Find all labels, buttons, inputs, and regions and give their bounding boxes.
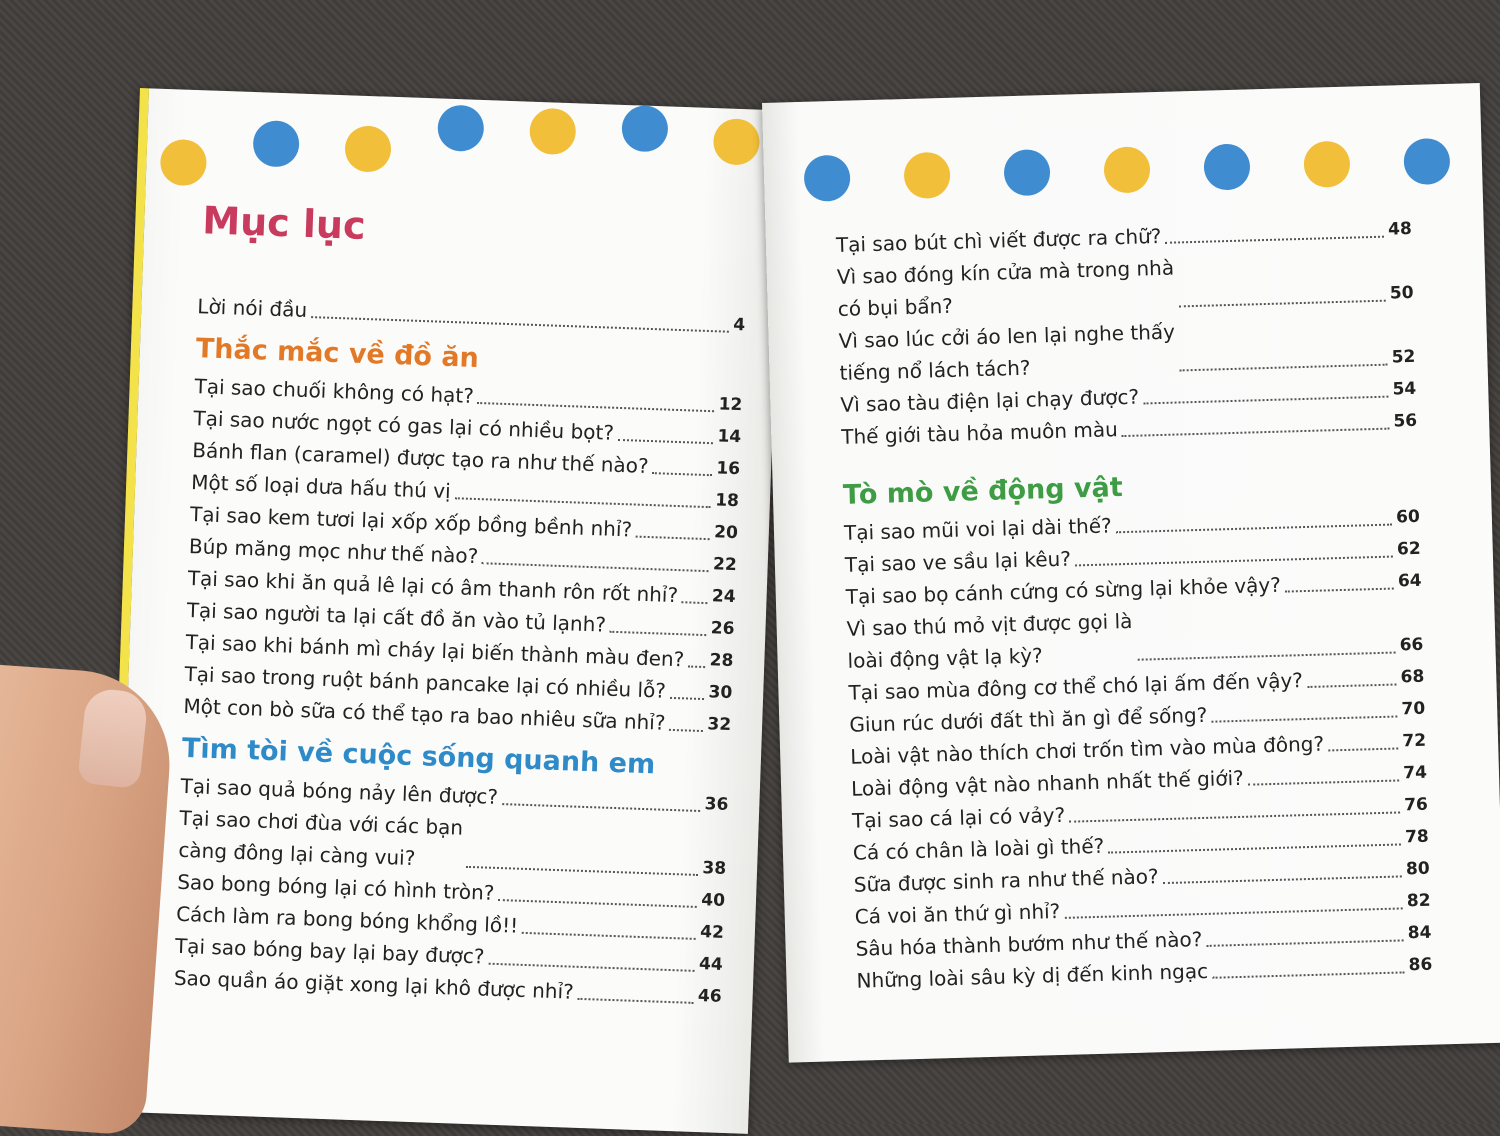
dot-leader bbox=[311, 316, 729, 333]
section-heading: Tìm tòi về cuộc sống quanh em bbox=[181, 732, 656, 781]
dot-leader bbox=[1163, 875, 1402, 884]
yellow-dot bbox=[344, 125, 392, 173]
toc-entry-title: Tại sao mùa đông cơ thể chó lại ấm đến vậy? bbox=[848, 668, 1304, 705]
toc-page-number: 16 bbox=[716, 458, 741, 480]
toc-entry-title: Giun rúc dưới đất thì ăn gì để sống? bbox=[849, 702, 1208, 737]
toc-entry-title: Thế giới tàu hỏa muôn màu bbox=[841, 417, 1119, 449]
toc-entry-title: Tại sao chơi đùa với các bạn càng đông lại càng vui? bbox=[178, 805, 464, 871]
toc-page-number: 82 bbox=[1406, 890, 1431, 912]
toc-page-number: 24 bbox=[711, 586, 736, 608]
toc-entry-title: Vì sao tàu điện lại chạy được? bbox=[840, 384, 1140, 417]
toc-page-number: 48 bbox=[1387, 218, 1413, 240]
dot-leader bbox=[1122, 428, 1390, 437]
dot-leader bbox=[1108, 843, 1401, 853]
dot-leader bbox=[1180, 364, 1388, 372]
toc-page-number: 64 bbox=[1397, 570, 1422, 592]
toc-page-number: 14 bbox=[717, 426, 742, 448]
toc-entry-title: Tại sao quả bóng nảy lên được? bbox=[180, 773, 499, 809]
dot-leader bbox=[1069, 811, 1400, 822]
toc-entry-title: Những loài sâu kỳ dị đến kinh ngạc bbox=[856, 958, 1209, 993]
toc-page-number: 18 bbox=[714, 490, 740, 512]
dot-leader bbox=[652, 472, 712, 476]
toc-entry-title: Tại sao ve sầu lại kêu? bbox=[844, 546, 1072, 577]
section-heading: Tò mò về động vật bbox=[842, 472, 1124, 511]
dot-leader bbox=[1211, 715, 1397, 722]
toc-page-number: 56 bbox=[1393, 410, 1418, 432]
toc-page-number: 12 bbox=[718, 394, 743, 416]
toc-entry-title: Tại sao kem tươi lại xốp xốp bồng bềnh nhỉ? bbox=[189, 502, 633, 542]
toc-entry-title: Sao quần áo giặt xong lại khô được nhỉ? bbox=[173, 965, 575, 1004]
toc-page-number: 60 bbox=[1395, 506, 1421, 528]
right-page bbox=[762, 83, 1500, 1063]
toc-page-number: 38 bbox=[702, 858, 727, 879]
left-dot-row bbox=[149, 88, 784, 110]
dot-leader bbox=[1212, 971, 1405, 978]
dot-leader bbox=[682, 601, 708, 604]
dot-leader bbox=[1137, 652, 1396, 661]
yellow-dot bbox=[903, 152, 950, 199]
dot-leader bbox=[636, 536, 710, 541]
toc-page-number: 62 bbox=[1396, 538, 1421, 560]
right-toc-column bbox=[836, 213, 1433, 997]
dot-leader bbox=[1143, 396, 1389, 405]
blue-dot bbox=[1203, 143, 1250, 190]
dot-leader bbox=[454, 497, 711, 508]
toc-page-number: 44 bbox=[698, 954, 724, 975]
toc-entry-title: Cách làm ra bong bóng khổng lồ!! bbox=[175, 901, 519, 938]
toc-page-number: 54 bbox=[1392, 378, 1417, 400]
toc-page-number: 36 bbox=[704, 794, 729, 815]
toc-entry-title: Tại sao bóng bay lại bay được? bbox=[174, 933, 485, 969]
toc-page-number: 86 bbox=[1408, 954, 1433, 976]
yellow-dot bbox=[1103, 146, 1150, 193]
toc-entry-title: Vì sao đóng kín cửa mà trong nhà có bụi bẩn? bbox=[836, 255, 1175, 321]
toc-page-number: 70 bbox=[1401, 698, 1426, 720]
toc-entry[interactable] bbox=[197, 290, 746, 341]
toc-page-number: 52 bbox=[1391, 346, 1416, 368]
toc-page-number: 46 bbox=[697, 986, 722, 1007]
section-heading: Thắc mắc về đồ ăn bbox=[195, 333, 480, 374]
dot-leader bbox=[498, 899, 697, 908]
toc-entry-title: Loài động vật nào nhanh nhất thế giới? bbox=[850, 765, 1245, 801]
dot-leader bbox=[669, 729, 703, 732]
toc-page-number: 20 bbox=[713, 522, 739, 544]
blue-dot bbox=[252, 120, 300, 168]
dot-leader bbox=[488, 963, 695, 972]
toc-page-number: 32 bbox=[707, 714, 732, 736]
toc-page-number: 72 bbox=[1402, 730, 1427, 752]
toc-page-number: 76 bbox=[1403, 794, 1429, 816]
dot-leader bbox=[688, 665, 706, 668]
toc-entry-title: Sâu hóa thành bướm như thế nào? bbox=[855, 927, 1203, 961]
yellow-dot bbox=[713, 118, 761, 166]
yellow-dot bbox=[160, 139, 208, 187]
left-page bbox=[104, 88, 783, 1134]
toc-entry-title: Một số loại dưa hấu thú vị bbox=[190, 470, 452, 504]
blue-dot bbox=[1003, 149, 1050, 196]
dot-leader bbox=[1075, 556, 1393, 567]
dot-leader bbox=[670, 697, 705, 700]
toc-entry-title: Tại sao chuối không có hạt? bbox=[194, 374, 475, 408]
toc-entry-title: Tại sao khi bánh mì cháy lại biến thành màu đen? bbox=[185, 629, 685, 672]
toc-page-number: 22 bbox=[712, 554, 738, 576]
toc-entry-title: Một con bò sữa có thể tạo ra bao nhiêu sữa nhỉ? bbox=[183, 693, 666, 735]
toc-page-number: 28 bbox=[709, 650, 734, 672]
dot-leader bbox=[466, 866, 699, 876]
toc-page-number: 74 bbox=[1403, 762, 1428, 784]
toc-page-number: 84 bbox=[1407, 922, 1432, 944]
toc-entry-title: Lời nói đầu bbox=[197, 294, 308, 322]
toc-entry-title: Tại sao nước ngọt có gas lại có nhiều bọt? bbox=[193, 406, 615, 445]
left-toc-column bbox=[173, 290, 745, 1013]
toc-page-number: 50 bbox=[1389, 282, 1414, 304]
dot-leader bbox=[522, 932, 696, 940]
toc-page-number: 26 bbox=[710, 618, 735, 640]
toc-entry-title: Vì sao thú mỏ vịt được gọi là loài động vật lạ kỳ? bbox=[846, 608, 1133, 673]
dot-leader bbox=[1328, 747, 1398, 751]
toc-entry-title: Tại sao bọ cánh cứng có sừng lại khỏe vậy? bbox=[845, 572, 1282, 609]
dot-leader bbox=[577, 998, 693, 1004]
dot-leader bbox=[1166, 236, 1385, 244]
blue-dot bbox=[803, 155, 850, 202]
toc-entry-title: Búp măng mọc như thế nào? bbox=[188, 533, 479, 569]
toc-entry-title: Tại sao người ta lại cất đồ ăn vào tủ lạnh? bbox=[186, 597, 607, 637]
toc-entry-title: Cá voi ăn thứ gì nhỉ? bbox=[854, 898, 1061, 929]
dot-leader bbox=[610, 631, 707, 636]
blue-dot bbox=[437, 104, 485, 152]
blue-dot bbox=[1403, 138, 1450, 185]
dot-leader bbox=[618, 439, 714, 444]
toc-entry-title: Vì sao lúc cởi áo len lại nghe thấy tiếng nổ lách tách? bbox=[838, 319, 1176, 385]
toc-page-number: 78 bbox=[1404, 826, 1430, 848]
toc-page-number: 4 bbox=[732, 314, 746, 336]
dot-leader bbox=[1285, 588, 1394, 593]
dot-leader bbox=[1116, 524, 1393, 534]
toc-page-number: 40 bbox=[700, 890, 726, 911]
thumb-nail bbox=[77, 687, 149, 789]
dot-leader bbox=[482, 562, 709, 572]
toc-entry-title: Bánh flan (caramel) được tạo ra như thế nào? bbox=[191, 438, 649, 478]
dot-leader bbox=[502, 803, 701, 812]
dot-leader bbox=[1206, 939, 1404, 947]
dot-leader bbox=[1307, 684, 1397, 689]
dot-leader bbox=[1064, 907, 1403, 918]
toc-page-number: 66 bbox=[1399, 634, 1424, 656]
toc-page-number: 80 bbox=[1405, 858, 1430, 880]
toc-entry-title: Tại sao khi ăn quả lê lại có âm thanh rôn rốt nhỉ? bbox=[187, 565, 679, 608]
toc-page-number: 42 bbox=[699, 922, 725, 943]
toc-page-number: 68 bbox=[1400, 666, 1425, 688]
toc-entry-title: Sữa được sinh ra như thế nào? bbox=[853, 864, 1159, 897]
yellow-dot bbox=[1303, 141, 1350, 188]
toc-entry-title: Tại sao cá lại có vảy? bbox=[851, 802, 1066, 833]
blue-dot bbox=[621, 105, 669, 153]
toc-entry-title: Tại sao mũi voi lại dài thế? bbox=[843, 513, 1113, 545]
toc-entry-title: Sao bong bóng lại có hình tròn? bbox=[176, 869, 495, 905]
toc-entry-title: Loài vật nào thích chơi trốn tìm vào mùa đông? bbox=[849, 731, 1325, 769]
dot-leader bbox=[478, 402, 715, 412]
toc-entry-title: Tại sao bút chì viết được ra chữ? bbox=[835, 223, 1162, 257]
toc-entry-title: Cá có chân là loài gì thế? bbox=[852, 833, 1105, 865]
toc-title: Mục lục bbox=[201, 198, 367, 248]
yellow-dot bbox=[529, 108, 577, 156]
dot-leader bbox=[1179, 300, 1386, 308]
dot-leader bbox=[1248, 779, 1400, 785]
right-dot-row bbox=[762, 83, 1480, 103]
toc-entry-title: Tại sao trong ruột bánh pancake lại có nhiều lỗ? bbox=[184, 661, 667, 703]
toc-page-number: 30 bbox=[708, 682, 733, 704]
